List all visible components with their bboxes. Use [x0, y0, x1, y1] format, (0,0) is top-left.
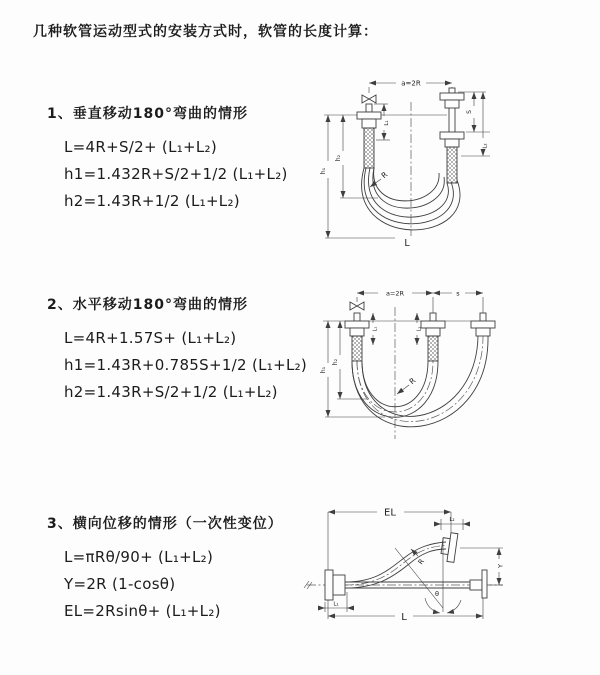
- dim-label-h1: h₁: [320, 366, 327, 374]
- dim-el: [328, 508, 451, 620]
- section-1-heading: 1、垂直移动180°弯曲的情形: [47, 106, 248, 122]
- right-flange-and-hose: [440, 88, 464, 183]
- radius-label: [397, 376, 417, 394]
- dim-label-l1: L₁: [384, 120, 390, 126]
- hose-u-bend-outer: [352, 336, 488, 427]
- formula-L: L=4R+1.57S+ (L₁+L₂): [64, 329, 237, 347]
- dim-label-h1: h₁: [320, 167, 327, 175]
- left-flange: [325, 570, 345, 600]
- right-flange-moved: [471, 313, 495, 336]
- right-flange: [470, 570, 487, 598]
- dim-l: [328, 598, 483, 623]
- section-3-heading: 3、横向位移的情形（一次性变位）: [47, 516, 283, 532]
- dim-label-a2r: a=2R: [385, 289, 405, 298]
- dim-label-s: s: [456, 289, 460, 298]
- braided-hose: [447, 147, 457, 183]
- section-3-formulas: [64, 544, 283, 625]
- dim-label-l1: L₁: [333, 601, 339, 608]
- dim-label-h2: h₂: [332, 358, 339, 366]
- section-1-formulas: [64, 134, 288, 215]
- dim-label-h2: h₂: [335, 154, 342, 162]
- dim-l1: [373, 313, 379, 345]
- middle-flange-and-hose: [421, 313, 445, 361]
- top-flange-displaced: [440, 532, 458, 563]
- formula-L: L=πRθ/90+ (L₁+L₂): [64, 548, 214, 566]
- dim-label-r: R: [407, 375, 418, 387]
- left-flange-and-hose: [357, 104, 381, 168]
- dim-label-r: R: [379, 169, 390, 181]
- dim-l2: [417, 313, 423, 345]
- formula-L: L=4R+S/2+ (L₁+L₂): [64, 138, 218, 156]
- diagram-lateral-displacement: [295, 495, 600, 647]
- diagram-vertical-180-bend: [300, 66, 590, 263]
- radius-label: [411, 549, 426, 566]
- formula-h1: h1=1.43R+0.785S+1/2 (L₁+L₂): [64, 356, 308, 374]
- formula-h2: h2=1.43R+1/2 (L₁+L₂): [64, 192, 240, 210]
- dim-a2r: [369, 80, 452, 94]
- dim-label-l: L: [404, 238, 410, 249]
- diagram-horizontal-180-bend: [305, 273, 600, 460]
- valve-icon: [350, 302, 364, 310]
- dim-a2r: [357, 290, 433, 298]
- braided-hose: [352, 336, 362, 361]
- dim-label-a2r: a=2R: [401, 79, 421, 88]
- section-vertical-movement: [47, 103, 288, 215]
- page-title: 几种软管运动型式的安装方式时，软管的长度计算：: [33, 24, 378, 40]
- dim-label-l2: L₂: [482, 143, 489, 149]
- formula-h1: h1=1.432R+S/2+1/2 (L₁+L₂): [64, 165, 288, 183]
- left-flange-and-hose: [345, 313, 369, 361]
- section-horizontal-movement: [47, 294, 307, 406]
- section-lateral-displacement: [47, 513, 283, 625]
- dim-label-l1: L₁: [372, 326, 379, 332]
- dim-l2: [434, 517, 470, 530]
- braided-hose: [428, 336, 438, 361]
- dim-l2: [461, 92, 490, 156]
- dim-label-l2: L₂: [449, 517, 455, 523]
- formula-Y: Y=2R (1-cosθ): [64, 575, 176, 593]
- dim-label-el: EL: [384, 507, 396, 519]
- dim-label-theta: θ: [435, 590, 439, 598]
- section-2-formulas: [64, 325, 307, 406]
- dim-label-y: Y: [496, 564, 505, 568]
- dim-label-l: L: [401, 612, 407, 623]
- dim-label-r: R: [416, 557, 427, 567]
- formula-EL: EL=2Rsinθ+ (L₁+L₂): [64, 602, 221, 620]
- braided-hose: [364, 128, 374, 168]
- section-2-heading: 2、水平移动180°弯曲的情形: [47, 297, 248, 313]
- formula-h2: h2=1.43R+S/2+1/2 (L₁+L₂): [64, 383, 278, 401]
- valve-icon: [362, 95, 376, 103]
- dim-label-s: S: [466, 110, 473, 114]
- dim-label-l2: L₂: [416, 326, 423, 332]
- dim-s: [433, 290, 483, 298]
